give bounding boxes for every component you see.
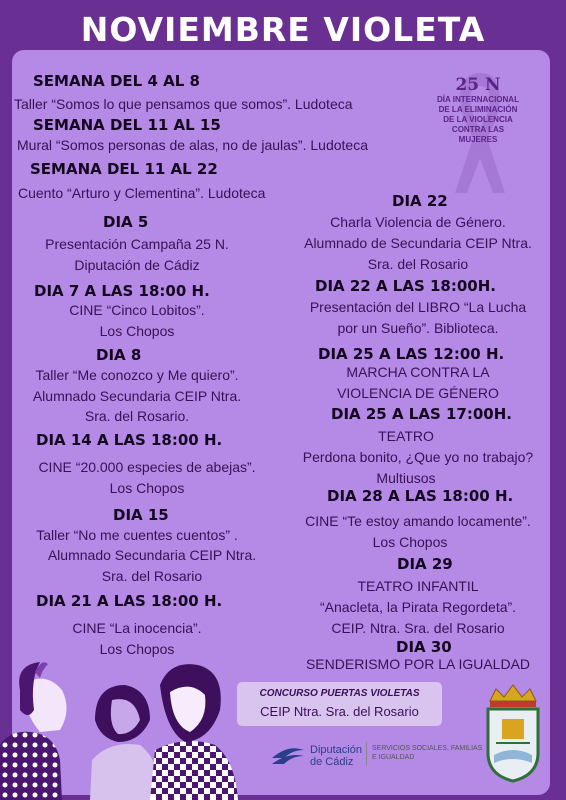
event-text: Los Chopos xyxy=(99,323,175,339)
event-text: Sra. del Rosario xyxy=(367,256,469,272)
event-text: CINE “Cinco Lobitos”. xyxy=(69,302,205,318)
event-text: Taller “No me cuentes cuentos” . xyxy=(36,527,238,543)
event-text: SENDERISMO POR LA IGUALDAD xyxy=(305,656,531,672)
diputacion-logo-icon xyxy=(270,740,306,766)
event-text: “Anacleta, la Pirata Regordeta”. xyxy=(319,599,517,615)
badge-number: 25 N xyxy=(455,75,501,95)
contest-box xyxy=(237,682,442,726)
day-heading: DIA 28 A LAS 18:00 H. xyxy=(327,487,514,505)
event-text: Presentación del LIBRO “La Lucha xyxy=(309,299,527,315)
town-crest-icon xyxy=(482,683,544,783)
day-heading: DIA 7 A LAS 18:00 H. xyxy=(34,282,210,300)
day-heading: DIA 15 xyxy=(113,506,169,524)
event-text: Mural “Somos personas de alas, no de jaulas”. Ludoteca xyxy=(17,137,368,153)
event-text: Presentación Campaña 25 N. xyxy=(45,236,229,252)
event-text: Sra. del Rosario. xyxy=(84,408,190,424)
day-heading: DIA 21 A LAS 18:00 H. xyxy=(36,592,223,610)
day-heading: DIA 22 A LAS 18:00H. xyxy=(315,277,496,295)
event-text: CINE “La inocencia”. xyxy=(72,620,202,636)
event-text: Taller “Me conozco y Me quiero”. xyxy=(35,367,239,383)
event-text: VIOLENCIA DE GÉNERO xyxy=(337,385,499,401)
event-text: Los Chopos xyxy=(372,534,448,550)
event-text: CEIP. Ntra. Sra. del Rosario xyxy=(331,620,505,636)
day-heading: DIA 25 A LAS 12:00 H. xyxy=(318,345,505,363)
event-text: CINE “Te estoy amando locamente”. xyxy=(305,513,531,529)
badge-line: CONTRA LAS xyxy=(451,125,505,134)
event-text: Multiusos xyxy=(376,470,436,486)
diputacion-name xyxy=(310,744,362,768)
badge-line: DÍA INTERNACIONAL xyxy=(437,95,519,104)
day-heading: DIA 8 xyxy=(96,346,142,364)
badge-line: MUJERES xyxy=(458,135,498,144)
event-text: Alumnado Secundaria CEIP Ntra. xyxy=(32,388,242,404)
diputacion-line: de Cádiz xyxy=(310,756,354,768)
day-heading: DIA 14 A LAS 18:00 H. xyxy=(36,431,223,449)
event-text: Diputación de Cádiz xyxy=(74,257,200,273)
event-text: Los Chopos xyxy=(99,641,175,657)
footer-divider xyxy=(366,742,367,766)
event-text: CINE “20.000 especies de abejas”. xyxy=(38,459,256,475)
event-text: Sra. del Rosario xyxy=(101,568,203,584)
services-text: SERVICIOS SOCIALES, FAMILIAS E IGUALDAD xyxy=(372,745,483,761)
page-title: NOVIEMBRE VIOLETA xyxy=(80,10,486,49)
event-text: Los Chopos xyxy=(109,480,185,496)
contest-venue: CEIP Ntra. Sra. del Rosario xyxy=(260,704,419,719)
week-heading: SEMANA DEL 11 AL 15 xyxy=(33,116,221,134)
badge-line: DE LA ELIMINACIÓN xyxy=(438,105,518,114)
week-heading: SEMANA DEL 4 AL 8 xyxy=(33,72,200,90)
contest-title: CONCURSO PUERTAS VIOLETAS xyxy=(259,688,420,699)
event-text: Cuento “Arturo y Clementina”. Ludoteca xyxy=(18,185,266,201)
event-text: MARCHA CONTRA LA xyxy=(346,364,490,380)
day-heading: DIA 29 xyxy=(397,555,453,573)
event-text: Alumnado de Secundaria CEIP Ntra. xyxy=(304,235,532,251)
event-text: Charla Violencia de Género. xyxy=(330,214,506,230)
event-text: Perdona bonito, ¿Que yo no trabajo? xyxy=(302,449,534,465)
diputacion-line: Diputación xyxy=(310,744,362,756)
event-text: Taller “Somos lo que pensamos que somos”. Ludoteca xyxy=(14,96,353,112)
day-heading: DIA 5 xyxy=(103,213,149,231)
day-heading: DIA 25 A LAS 17:00H. xyxy=(331,405,512,423)
event-text: por un Sueño”. Biblioteca. xyxy=(337,320,499,336)
event-text: Alumnado Secundaria CEIP Ntra. xyxy=(47,547,257,563)
day-heading: DIA 30 xyxy=(396,638,452,656)
women-illustration xyxy=(0,650,260,800)
25n-badge xyxy=(418,75,538,145)
badge-line: DE LA VIOLENCIA xyxy=(443,115,513,124)
week-heading: SEMANA DEL 11 AL 22 xyxy=(30,160,218,178)
event-text: TEATRO xyxy=(378,428,434,444)
event-text: TEATRO INFANTIL xyxy=(357,578,479,594)
day-heading: DIA 22 xyxy=(392,192,448,210)
